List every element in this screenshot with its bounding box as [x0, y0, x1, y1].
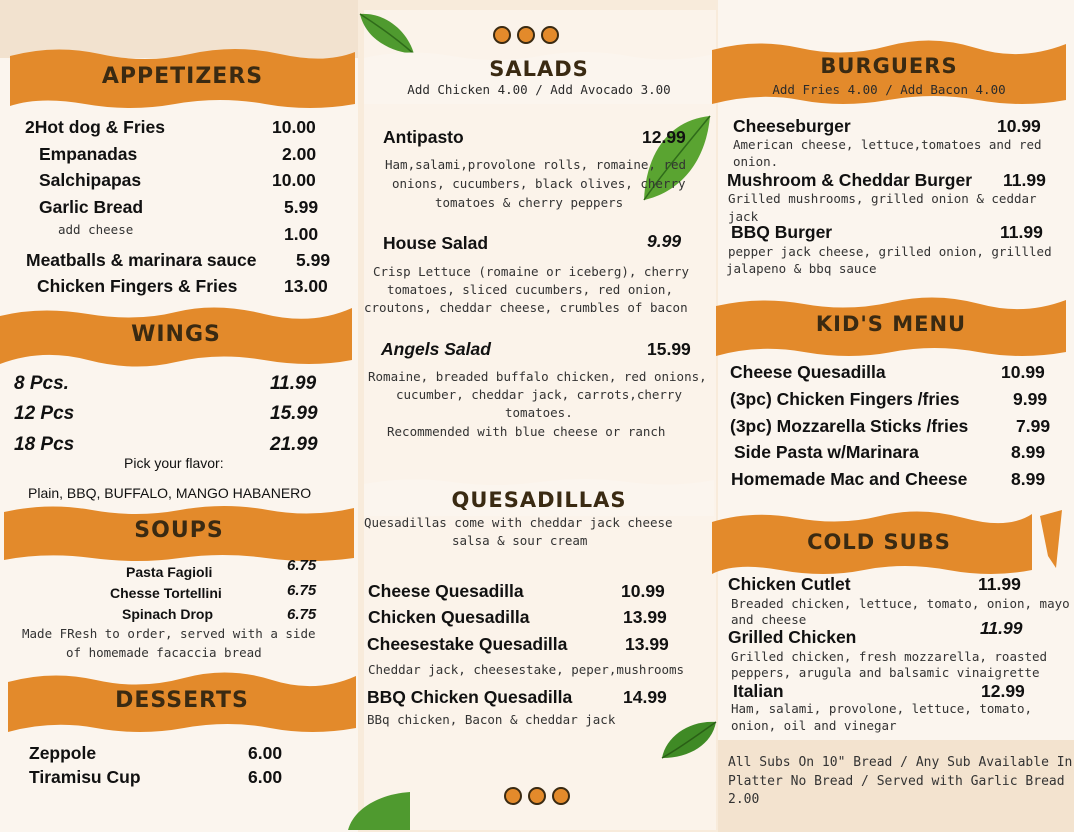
item-price: 2.00 [282, 144, 317, 164]
item-description: Breaded chicken, lettuce, tomato, onion, mayo [731, 596, 1070, 611]
item-description: cucumber, cheddar jack, carrots,cherry [396, 387, 682, 402]
item-description: Grilled mushrooms, grilled onion & ceddar jack [728, 191, 1037, 224]
wings-banner [0, 302, 352, 368]
item-price: 6.75 [287, 606, 317, 623]
item-price: 6.75 [287, 557, 317, 574]
menu-item: Empanadas [39, 144, 138, 164]
menu-item: 12 Pcs [14, 403, 75, 424]
item-description: onions, cucumbers, black olives, cherry [392, 176, 686, 191]
item-price: 11.99 [978, 574, 1021, 594]
item-description: Grilled chicken, fresh mozzarella, roasted [731, 649, 1048, 664]
item-description: Ham,salami,provolone rolls, romaine, red [385, 157, 687, 172]
menu-item: Italian [733, 681, 784, 701]
menu-item: Cheesestake Quesadilla [367, 634, 568, 654]
soups-banner [4, 500, 354, 564]
item-description: Crisp Lettuce (romaine or iceberg), cherry [373, 264, 690, 279]
quesadillas-title: QUESADILLAS [451, 488, 627, 512]
subs-footer-note: All Subs On 10" Bread / Any Sub Available In [728, 755, 1073, 770]
item-price: 7.99 [1016, 416, 1051, 436]
leaf-icon [660, 718, 718, 762]
item-price: 11.99 [1003, 170, 1046, 190]
soups-note: of homemade facaccia bread [66, 645, 262, 660]
menu-item: Homemade Mac and Cheese [731, 469, 968, 489]
soups-title: SOUPS [134, 518, 224, 543]
desserts-title: DESSERTS [115, 688, 249, 713]
menu-item: Garlic Bread [39, 197, 144, 217]
item-price: 11.99 [270, 373, 317, 394]
menu-item: Spinach Drop [122, 606, 214, 622]
item-price: 10.99 [621, 581, 665, 601]
appetizers-banner [10, 44, 355, 112]
cold-subs-title: COLD SUBS [807, 530, 951, 554]
burgers-title: BURGUERS [820, 54, 958, 78]
item-price: 8.99 [1011, 442, 1046, 462]
menu-item: Cheeseburger [733, 116, 851, 136]
item-price: 10.99 [997, 116, 1041, 136]
item-description: peppers, arugula and balsamic vinaigrette [731, 665, 1040, 680]
item-price: 11.99 [1000, 222, 1043, 242]
menu-item: House Salad [383, 233, 489, 253]
soups-note: Made FResh to order, served with a side [22, 626, 316, 641]
menu-item: (3pc) Chicken Fingers /fries [730, 389, 960, 409]
menu-item: Chesse Tortellini [110, 585, 222, 601]
kids-menu-title: KID'S MENU [815, 312, 967, 336]
item-price: 6.00 [248, 767, 283, 787]
item-price: 10.00 [272, 170, 316, 190]
menu-item: Angels Salad [381, 339, 491, 359]
decor-dots-bottom [504, 787, 570, 805]
menu-item: Mushroom & Cheddar Burger [727, 170, 973, 190]
item-price: 10.99 [1001, 362, 1045, 382]
menu-item-addon: add cheese [58, 222, 134, 237]
item-price: 13.00 [284, 276, 328, 296]
menu-item: Chicken Cutlet [728, 574, 851, 594]
cold-subs-banner [712, 508, 1066, 578]
menu-item: BBQ Chicken Quesadilla [367, 687, 573, 707]
menu-item: Pasta Fagioli [126, 564, 213, 580]
item-description: Recommended with blue cheese or ranch [387, 424, 666, 439]
item-price: 6.75 [287, 582, 317, 599]
item-price: 11.99 [980, 618, 1023, 638]
decor-dots-top [493, 26, 559, 44]
menu-item: Chicken Quesadilla [368, 607, 530, 627]
menu-item: BBQ Burger [731, 222, 833, 242]
item-price: 5.99 [296, 250, 331, 270]
item-price: 21.99 [270, 434, 318, 455]
item-description: onion. [733, 154, 779, 169]
kids-menu-banner [716, 294, 1066, 360]
item-description: tomatoes, sliced cucumbers, red onion, [387, 282, 673, 297]
menu-item: Meatballs & marinara sauce [26, 250, 257, 270]
menu-item: (3pc) Mozzarella Sticks /fries [730, 416, 969, 436]
item-description: tomatoes & cherry peppers [435, 195, 624, 210]
flavor-list: Plain, BBQ, BUFFALO, MANGO HABANERO [28, 485, 312, 501]
item-description: croutons, cheddar cheese, crumbles of bacon [364, 300, 688, 315]
menu-item: 18 Pcs [14, 434, 75, 455]
item-price: 8.99 [1011, 469, 1046, 489]
flavor-label: Pick your flavor: [124, 455, 224, 471]
item-description: Ham, salami, provolone, lettuce, tomato, [731, 701, 1033, 716]
item-price: 12.99 [981, 681, 1025, 701]
appetizers-title: APPETIZERS [101, 64, 264, 89]
quesadillas-note: salsa & sour cream [452, 533, 588, 548]
item-price: 5.99 [284, 197, 319, 217]
salads-subtitle: Add Chicken 4.00 / Add Avocado 3.00 [407, 82, 671, 97]
menu-item: 2Hot dog & Fries [25, 117, 166, 137]
burgers-banner [712, 38, 1066, 108]
item-price: 10.00 [272, 117, 316, 137]
item-description: BBq chicken, Bacon & cheddar jack [367, 712, 616, 727]
item-price: 13.99 [625, 634, 669, 654]
burgers-subtitle: Add Fries 4.00 / Add Bacon 4.00 [772, 82, 1006, 97]
quesadillas-banner [364, 476, 714, 516]
item-price: 15.99 [270, 403, 318, 424]
item-price: 6.00 [248, 743, 283, 763]
item-price: 13.99 [623, 607, 667, 627]
item-price: 14.99 [623, 687, 667, 707]
item-description: jalapeno & bbq sauce [726, 261, 877, 276]
item-description: and cheese [731, 612, 807, 627]
subs-footer-note: Platter No Bread / Served with Garlic Bread [728, 774, 1065, 789]
quesadillas-note: Quesadillas come with cheddar jack cheese [364, 515, 673, 530]
salads-banner [364, 48, 714, 108]
subs-footer-note: 2.00 [728, 792, 760, 807]
salads-title: SALADS [489, 57, 589, 81]
menu-item: Salchipapas [39, 170, 142, 190]
menu-item: Cheese Quesadilla [730, 362, 886, 382]
menu-item: Grilled Chicken [728, 627, 857, 647]
item-description: pepper jack cheese, grilled onion, grillled [728, 244, 1052, 259]
leaf-icon [344, 790, 414, 832]
menu-item: Chicken Fingers & Fries [37, 276, 238, 296]
item-price: 9.99 [647, 231, 682, 251]
item-price: 15.99 [647, 339, 691, 359]
item-description: onion, oil and vinegar [731, 718, 897, 733]
wings-title: WINGS [131, 322, 221, 347]
item-price: 12.99 [642, 127, 686, 147]
item-description: Romaine, breaded buffalo chicken, red onions, [368, 369, 707, 384]
item-price: 1.00 [284, 224, 319, 244]
menu-item: Side Pasta w/Marinara [734, 442, 919, 462]
menu-item: Antipasto [383, 127, 464, 147]
item-price: 9.99 [1013, 389, 1048, 409]
item-description: American cheese, lettuce,tomatoes and red [733, 137, 1042, 152]
menu-item: Tiramisu Cup [29, 767, 141, 787]
desserts-banner [8, 668, 356, 736]
menu-item: 8 Pcs. [14, 373, 69, 394]
item-description: tomatoes. [505, 405, 573, 420]
menu-item: Cheese Quesadilla [368, 581, 524, 601]
item-description: Cheddar jack, cheesestake, peper,mushrooms [368, 662, 685, 677]
menu-item: Zeppole [29, 743, 97, 763]
